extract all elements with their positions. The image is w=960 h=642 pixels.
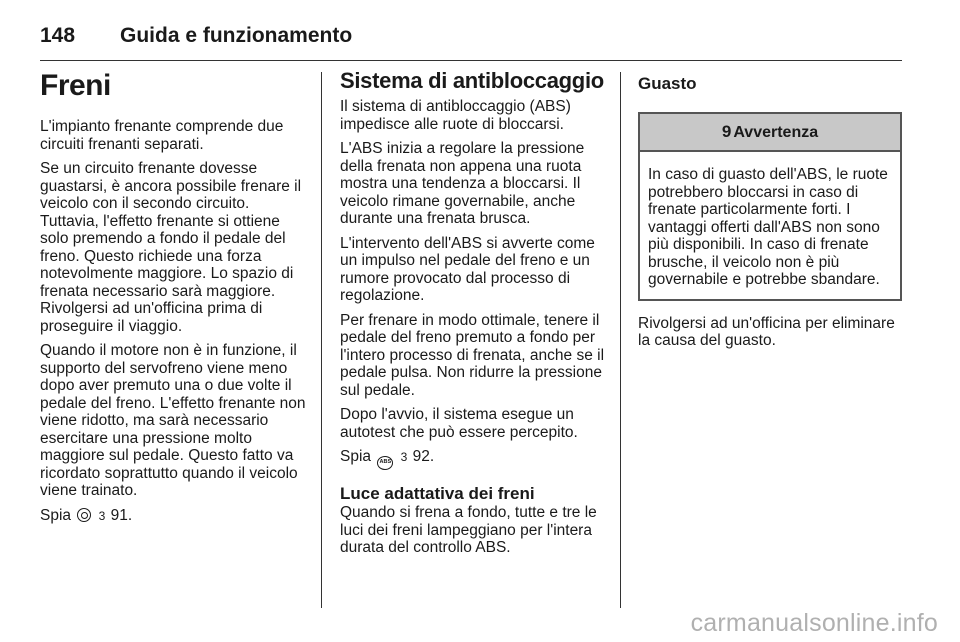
page-number: 148	[40, 24, 76, 47]
fault-paragraph: Rivolgersi ad un'officina per eliminare la causa del guasto.	[638, 314, 895, 349]
lamp-ref-page: 92.	[412, 448, 435, 465]
brakes-paragraph-2: Se un circuito frenante dovesse guastarsi, è ancora possibile frenare il veicolo con il secondo circuito. Tuttavia, l'effetto frenante si ottiene solo premendo a fondo il pedale del freno. Questo richiede una forza notevolmente maggiore. Lo spazio di frenata necessario sarà maggiore. Rivolgersi ad un'officina prima di proseguire il viaggio.	[40, 160, 302, 335]
page-ref-arrow-icon: 3	[98, 508, 106, 523]
warning-header	[640, 114, 900, 152]
abs-title: Sistema di antibloccaggio	[340, 68, 604, 93]
brakes-paragraph-3: Quando il motore non è in funzione, il supporto del servofreno viene meno dopo aver premuto una o due volte il pedale del freno. L'effetto frenante non viene ridotto, ma sarà necessario esercitare una pressione molto maggiore sul pedale. Questo fatto va ricordato soprattutto quando il veicolo viene trainato.	[40, 342, 306, 499]
warning-box	[638, 112, 902, 301]
abs-paragraph-4: Per frenare in modo ottimale, tenere il pedale del freno premuto a fondo per l'intero processo di frenata, anche se il pedale pulsa. Non ridurre la pressione sul pedale.	[340, 311, 605, 399]
abs-paragraph-3: L'intervento dell'ABS si avverte come un impulso nel pedale del freno e un rumore provocato dal processo di regolazione.	[340, 234, 595, 304]
brake-lamp-reference	[40, 507, 306, 526]
watermark: carmanualsonline.info	[690, 609, 938, 637]
brakes-title: Freni	[40, 69, 111, 102]
header-rule	[40, 60, 902, 61]
column-fault	[638, 68, 902, 357]
abs-lamp-reference	[340, 448, 606, 470]
page-ref-arrow-icon: 3	[400, 450, 408, 464]
fault-title: Guasto	[638, 74, 697, 93]
adaptive-brake-light-paragraph: Quando si frena a fondo, tutte e tre le luci dei freni lampeggiano per l'intera durata del controllo ABS.	[340, 504, 597, 556]
warning-heading: Avvertenza	[733, 124, 819, 141]
page-header	[40, 14, 920, 58]
column-abs	[340, 68, 606, 564]
abs-paragraph-5: Dopo l'avvio, il sistema esegue un autotest che può essere percepito.	[340, 406, 578, 441]
abs-icon: ABS	[377, 456, 393, 470]
adaptive-brake-light-title: Luce adattativa dei freni	[340, 484, 535, 503]
brake-warning-icon	[77, 508, 91, 522]
column-divider-1	[321, 72, 322, 608]
column-divider-2	[620, 72, 621, 608]
warning-body: In caso di guasto dell'ABS, le ruote potrebbero bloccarsi in caso di frenate particolarmente forti. I vantaggi offerti dall'ABS non sono più disponibili. In caso di frenate brusche, il veicolo non è più governabile e potrebbe sbandare.	[648, 166, 888, 288]
lamp-ref-prefix: Spia	[40, 506, 72, 524]
abs-paragraph-2: L'ABS inizia a regolare la pressione della frenata non appena una ruota mostra una tendenza a bloccarsi. Il veicolo rimane governabile, anche durante una frenata brusca.	[340, 140, 585, 227]
lamp-ref-prefix: Spia	[340, 448, 372, 465]
warning-triangle-icon: 9	[721, 122, 732, 141]
abs-paragraph-1: Il sistema di antibloccaggio (ABS) impedisce alle ruote di bloccarsi.	[340, 98, 571, 133]
section-title: Guida e funzionamento	[120, 24, 353, 47]
column-brakes	[40, 68, 306, 532]
lamp-ref-page: 91.	[110, 506, 133, 524]
brakes-paragraph-1: L'impianto frenante comprende due circuiti frenanti separati.	[40, 118, 284, 153]
